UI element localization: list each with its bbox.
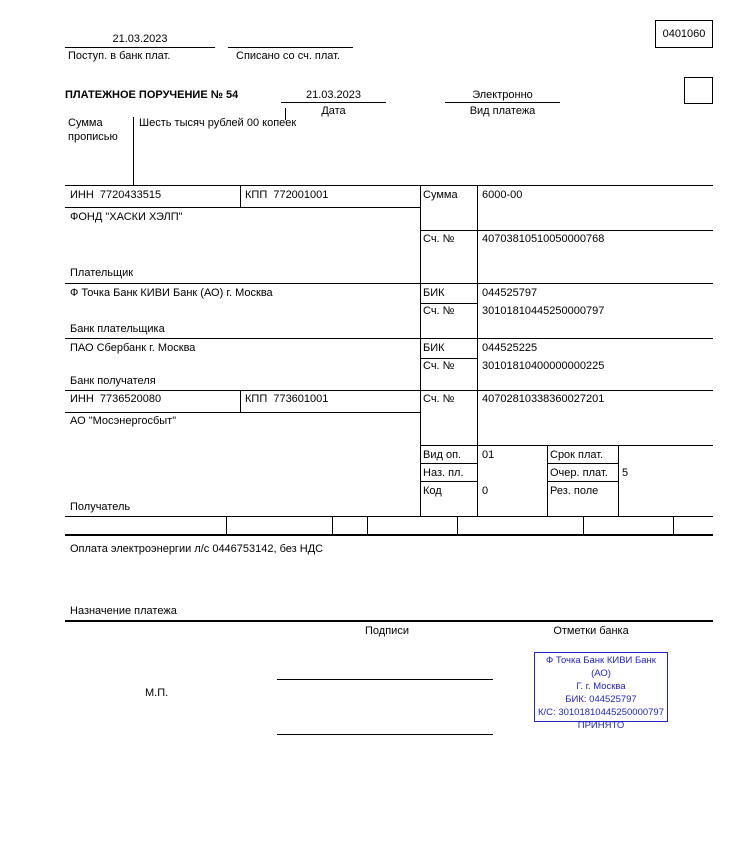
payer-bank-bik-bottom-line xyxy=(420,303,477,304)
form-code: 0401060 xyxy=(662,28,706,40)
amount-bottom-line xyxy=(420,230,713,231)
payer-section-line xyxy=(65,283,713,284)
payee-bank-section-label: Банк получателя xyxy=(70,375,156,387)
payee-section-label: Получатель xyxy=(70,501,131,513)
amount-words-label-bottom: прописью xyxy=(68,131,118,143)
payer-inn: ИНН 7720433515 xyxy=(70,189,162,201)
tax-row-divider-2 xyxy=(332,516,333,535)
bank-stamp xyxy=(534,652,668,731)
operation-row-line-2a xyxy=(420,481,477,482)
signature-line-2 xyxy=(277,734,493,735)
date-label: Дата xyxy=(321,105,346,117)
payment-kind-line xyxy=(445,102,560,103)
purpose-code-label: Наз. пл. xyxy=(423,467,464,479)
payment-kind-label: Вид платежа xyxy=(469,105,536,117)
bank-stamp-line: БИК: 044525797 xyxy=(565,694,637,705)
operation-row-line-2b xyxy=(547,481,618,482)
payment-purpose-text: Оплата электроэнергии л/с 0446753142, без НДС xyxy=(70,543,324,555)
payer-kpp: КПП 772001001 xyxy=(245,189,329,201)
received-in-bank-line xyxy=(65,47,215,48)
payee-bank-bik-value: 044525225 xyxy=(482,342,538,354)
bank-marks-label: Отметки банка xyxy=(553,625,629,637)
debited-from-account-label: Списано со сч. плат. xyxy=(236,50,341,62)
operation-type-label: Вид оп. xyxy=(423,449,462,461)
payee-bank-bik-label: БИК xyxy=(423,342,445,354)
amount-value: 6000-00 xyxy=(482,189,523,201)
bank-stamp-line: Г. г. Москва xyxy=(576,681,626,692)
payment-order-label: Очер. плат. xyxy=(550,467,608,479)
stamp-place-label: М.П. xyxy=(145,687,169,699)
payer-bank-bik-value: 044525797 xyxy=(482,287,538,299)
payee-kpp: КПП 773601001 xyxy=(245,393,329,405)
amount-words-divider xyxy=(133,117,134,185)
date-line xyxy=(281,102,386,103)
payer-bank-name: Ф Точка Банк КИВИ Банк (АО) г. Москва xyxy=(70,287,273,299)
table-main-divider xyxy=(420,185,421,516)
payer-account-label: Сч. № xyxy=(423,233,455,245)
payer-section-label: Плательщик xyxy=(70,267,134,279)
tax-row-divider-3 xyxy=(367,516,368,535)
document-title: ПЛАТЕЖНОЕ ПОРУЧЕНИЕ № 54 xyxy=(65,89,239,101)
reserve-field-label: Рез. поле xyxy=(550,485,599,497)
form-code-box xyxy=(655,20,713,48)
payee-account-label: Сч. № xyxy=(423,393,455,405)
payee-bank-bik-bottom-line xyxy=(420,358,477,359)
bank-stamp-line: К/С: 30101810445250000797 xyxy=(538,707,664,718)
payer-bank-section-line xyxy=(65,338,713,339)
payer-bank-account-value: 30101810445250000797 xyxy=(482,305,605,317)
signature-line-1 xyxy=(277,679,493,680)
payment-order-value: 5 xyxy=(622,467,629,479)
bank-stamp-line: ПРИНЯТО xyxy=(577,720,625,731)
payee-name: АО "Мосэнергосбыт" xyxy=(70,415,177,427)
code-value: 0 xyxy=(482,485,489,497)
table-top-line xyxy=(65,185,713,186)
operation-row-line-1b xyxy=(547,463,618,464)
payer-account-value: 40703810510050000768 xyxy=(482,233,605,245)
payee-bank-name: ПАО Сбербанк г. Москва xyxy=(70,342,196,354)
payer-bank-bik-label: БИК xyxy=(423,287,445,299)
tax-row-divider-6 xyxy=(673,516,674,535)
payment-purpose-label: Назначение платежа xyxy=(70,605,177,617)
payee-inn-kpp-divider xyxy=(240,390,241,412)
payment-term-label: Срок плат. xyxy=(550,449,604,461)
code-label: Код xyxy=(423,485,442,497)
document-date: 21.03.2023 xyxy=(305,89,362,101)
payee-inn-kpp-bottom-line xyxy=(65,412,420,413)
amount-label: Сумма xyxy=(423,189,458,201)
operation-type-value: 01 xyxy=(482,449,495,461)
inn-kpp-bottom-line xyxy=(65,207,420,208)
purpose-section-line xyxy=(65,620,713,622)
received-in-bank-date: 21.03.2023 xyxy=(112,33,168,45)
payer-bank-section-label: Банк плательщика xyxy=(70,323,165,335)
payer-name: ФОНД "ХАСКИ ХЭЛП" xyxy=(70,211,183,223)
operation-row-line-1a xyxy=(420,463,477,464)
payment-kind-value: Электронно xyxy=(472,89,533,101)
operation-table-top-line xyxy=(420,445,713,446)
tax-row-divider-1 xyxy=(226,516,227,535)
debited-from-account-line xyxy=(228,47,353,48)
payee-account-value: 40702810338360027201 xyxy=(482,393,605,405)
signatures-label: Подписи xyxy=(365,625,409,637)
tax-row-divider-5 xyxy=(583,516,584,535)
payee-section-line xyxy=(65,516,713,517)
payee-bank-account-label: Сч. № xyxy=(423,360,455,372)
tax-row-divider-4 xyxy=(457,516,458,535)
received-in-bank-label: Поступ. в банк плат. xyxy=(68,50,171,62)
tax-row-bottom-line xyxy=(65,534,713,536)
status-field-box xyxy=(684,77,713,104)
table-label-divider xyxy=(477,185,478,516)
payee-bank-section-line xyxy=(65,390,713,391)
inn-kpp-divider xyxy=(240,185,241,207)
operation-table-divider-2 xyxy=(618,445,619,516)
payee-inn: ИНН 7736520080 xyxy=(70,393,162,405)
amount-in-words-value: Шесть тысяч рублей 00 копеек xyxy=(139,117,297,129)
amount-words-label-top: Сумма xyxy=(68,117,103,129)
payer-bank-account-label: Сч. № xyxy=(423,305,455,317)
bank-stamp-line: Ф Точка Банк КИВИ Банк (АО) xyxy=(546,655,656,679)
payee-bank-account-value: 30101810400000000225 xyxy=(482,360,605,372)
